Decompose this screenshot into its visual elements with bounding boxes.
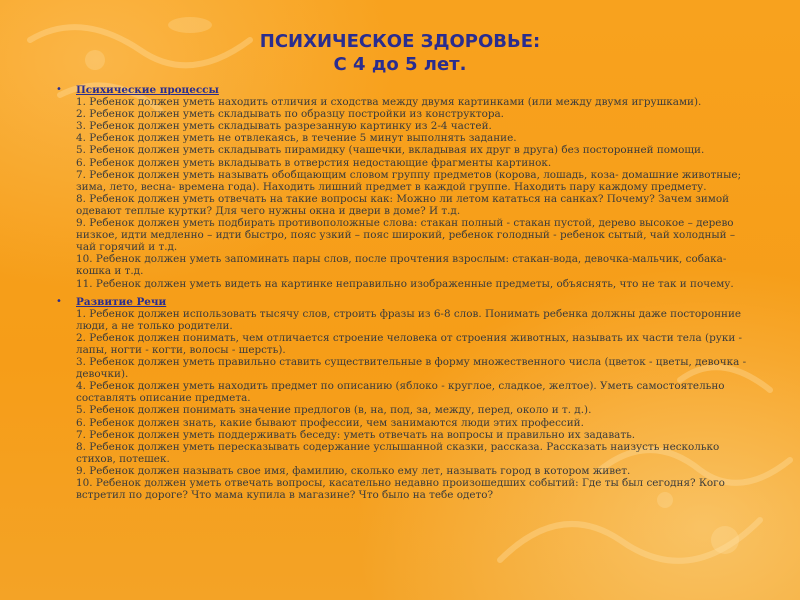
- slide-title: [0, 30, 800, 76]
- title-line-1: ПСИХИЧЕСКОЕ ЗДОРОВЬЕ:: [259, 31, 541, 52]
- bullet-icon: •: [56, 84, 62, 95]
- bullet-icon: •: [56, 295, 62, 307]
- list-item: 2. Ребенок должен уметь складывать по образцу постройки из конструктора.: [76, 108, 504, 121]
- list-item: 10. Ребенок должен уметь запоминать пары слов, после прочтения взрослым: стакан-вода, девочка-мальчик, собака-кошка и т.д.: [76, 253, 727, 278]
- list-item: 3. Ребенок должен уметь правильно ставить существительные в форму множественного числа (цветок - цветы, девочка - девочки).: [76, 356, 747, 381]
- list-item: 3. Ребенок должен уметь складывать разрезанную картинку из 2-4 частей.: [76, 120, 492, 133]
- list-item: 4. Ребенок должен уметь не отвлекаясь, в течение 5 минут выполнять задание.: [76, 132, 517, 145]
- title-line-2: С 4 до 5 лет.: [333, 54, 467, 75]
- list-item: 8. Ребенок должен уметь отвечать на такие вопросы как: Можно ли летом кататься на санках? Почему? Зачем зимой одевают теплые куртки? Для чего нужны окна и двери в доме? И т.д.: [76, 192, 730, 217]
- list-item: 5. Ребенок должен уметь складывать пирамидку (чашечки, вкладывая их друг в друга) без посторонней помощи.: [76, 144, 705, 157]
- list-item: 4. Ребенок должен уметь находить предмет по описанию (яблоко - круглое, сладкое, желтое). Уметь самостоятельно составлять описание предмета.: [76, 380, 725, 405]
- list-item: 5. Ребенок должен понимать значение предлогов (в, на, под, за, между, перед, около и т. д.).: [76, 404, 592, 417]
- list-item: 1. Ребенок должен использовать тысячу слов, строить фразы из 6-8 слов. Понимать ребенка должны даже посторонние люди, а не только родители.: [76, 307, 742, 332]
- list-item: 11. Ребенок должен уметь видеть на картинке неправильно изображенные предметы, объяснять, что не так и почему.: [76, 277, 734, 290]
- section-heading-link[interactable]: Развитие Речи: [76, 295, 167, 308]
- list-item: 7. Ребенок должен уметь называть обобщающим словом группу предметов (корова, лошадь, коза- домашние животные; зима, лето, весна- времена года). Находить лишний предмет в каждой группе. Находить пару каждому предмету.: [76, 168, 742, 193]
- list-item: 8. Ребенок должен уметь пересказывать содержание услышанной сказки, рассказа. Рассказать наизусть несколько стихов, потешек.: [76, 440, 720, 465]
- content-list: [56, 84, 756, 507]
- list-item: 6. Ребенок должен уметь вкладывать в отверстия недостающие фрагменты картинок.: [76, 156, 552, 169]
- list-item: 1. Ребенок должен уметь находить отличия и сходства между двумя картинками (или между двумя игрушками).: [76, 96, 702, 109]
- list-item: 10. Ребенок должен уметь отвечать вопросы, касательно недавно произошедших событий: Где ты был сегодня? Кого встретил по дороге? Что мама купила в магазине? Что было на тебе одето?: [76, 477, 725, 502]
- section-speech-development: [56, 296, 756, 502]
- list-item: 7. Ребенок должен уметь поддерживать беседу: уметь отвечать на вопросы и правильно их задавать.: [76, 428, 636, 441]
- list-item: 2. Ребенок должен понимать, чем отличается строение человека от строения животных, называть их части тела (руки - лапы, ногти - когти, волосы - шерсть).: [76, 331, 743, 356]
- list-item: 9. Ребенок должен уметь подбирать противоположные слова: стакан полный - стакан пустой, дерево высокое – дерево низкое, идти медленно – идти быстро, пояс узкий – пояс широкий, ребенок голодный - ребенок сытый, чай холодный – чай горячий и т.д.: [76, 217, 736, 254]
- section-mental-processes: [56, 84, 756, 290]
- section-heading-link[interactable]: Психические процессы: [76, 84, 219, 96]
- list-item: 6. Ребенок должен знать, какие бывают профессии, чем занимаются люди этих профессий.: [76, 416, 584, 429]
- list-item: 9. Ребенок должен называть свое имя, фамилию, сколько ему лет, называть город в котором живет.: [76, 464, 631, 477]
